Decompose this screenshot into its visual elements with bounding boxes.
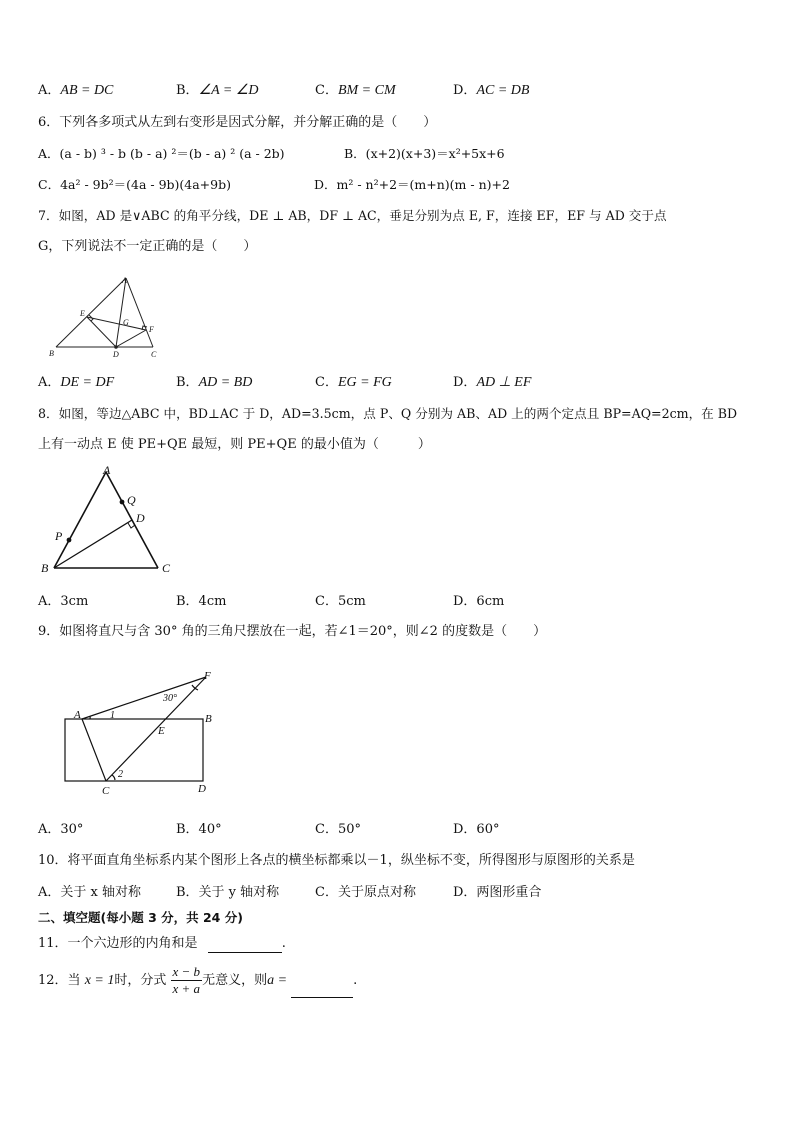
q6-stem: 6．下列各多项式从左到右变形是因式分解，并分解正确的是（ ） <box>38 115 437 130</box>
q12-condition: x = 1 <box>84 973 115 988</box>
q11-answer-blank[interactable] <box>208 938 282 953</box>
q9-triangle-side-fc <box>106 677 206 781</box>
q7-label-d: D <box>113 350 119 359</box>
q9-option-d: D．60° <box>453 822 500 837</box>
q12-fraction-numerator: x − b <box>172 964 201 979</box>
q7-option-c: C．EG = FG <box>315 375 392 390</box>
q7-stem-line1: 7．如图，AD 是∨ABC 的角平分线，DE ⊥ AB，DF ⊥ AC，垂足分别为点 E, F，连接 EF，EF 与 AD 交于点 <box>38 208 667 223</box>
q9-angle-2-arc <box>112 775 115 780</box>
q8-label-a: A <box>103 463 111 477</box>
q8-stem-line1: 8．如图，等边△ABC 中，BD⊥AC 于 D，AD=3.5cm，点 P、Q 分别为 AB、AD 上的两个定点且 BP=AQ=2cm，在 BD <box>38 406 738 421</box>
q9-label-d: D <box>198 783 206 795</box>
q8-figure <box>36 462 186 580</box>
q7-option-c-math: EG = FG <box>337 375 392 390</box>
q9-figure <box>60 664 220 798</box>
q12-variable: a = <box>267 973 288 988</box>
q8-label-p: P <box>55 529 63 543</box>
q7-segment-ad <box>116 278 126 347</box>
q10-option-c: C．关于原点对称 <box>315 885 416 900</box>
q8-side-ab <box>54 472 106 568</box>
q7-option-d: D．AD ⊥ EF <box>453 375 532 390</box>
q7-option-b-math: AD = BD <box>198 375 253 390</box>
q5-option-a-math: AB = DC <box>60 83 114 98</box>
q7-option-b: B．AD = BD <box>176 375 253 390</box>
q12-end: . <box>353 973 358 988</box>
q9-label-angle-2: 2 <box>118 769 123 780</box>
q8-point-p <box>67 538 72 543</box>
q9-label-angle-1: 1 <box>110 710 115 721</box>
q5-option-c: C．BM = CM <box>315 83 396 98</box>
q12-suffix: 无意义，则 <box>202 973 268 988</box>
q9-triangle-side-af <box>82 677 206 719</box>
q10-option-a: A．关于 x 轴对称 <box>38 885 141 900</box>
q9-label-b: B <box>205 713 212 725</box>
q12-answer-blank[interactable] <box>291 983 353 998</box>
q7-option-d-math: AD ⊥ EF <box>476 375 532 390</box>
q8-label-q: Q <box>127 493 136 507</box>
q7-side-ac <box>126 278 153 347</box>
q12-mid: 时，分式 <box>114 973 167 988</box>
q8-option-a: A．3cm <box>38 594 89 609</box>
q7-side-ab <box>56 278 126 347</box>
q8-segment-bd <box>54 520 132 568</box>
q7-label-c: C <box>151 350 157 359</box>
q9-stem: 9．如图将直尺与含 30° 角的三角尺摆放在一起，若∠1＝20°，则∠2 的度数是（ ） <box>38 624 547 639</box>
section-2-title: 二、填空题(每小题 3 分，共 24 分) <box>38 910 243 925</box>
q8-stem-line2: 上有一动点 E 使 PE+QE 最短，则 PE+QE 的最小值为（ ） <box>38 437 431 452</box>
q5-option-c-math: BM = CM <box>337 83 396 98</box>
q7-option-a: A．DE = DF <box>38 375 115 390</box>
q11-end: . <box>281 936 286 951</box>
q6-option-b: B．(x+2)(x+3)＝x²+5x+6 <box>344 146 505 161</box>
q7-segment-de <box>87 317 116 347</box>
q6-option-a: A．(a - b) ³ - b (b - a) ²＝(b - a) ² (a - 2b) <box>38 146 285 161</box>
q9-label-c: C <box>102 785 110 797</box>
q9-label-30deg: 30° <box>163 693 177 704</box>
q9-option-a: A．30° <box>38 822 84 837</box>
q12-prefix: 12．当 <box>38 973 81 988</box>
q5-option-b: B．∠A = ∠D <box>176 83 259 98</box>
q8-label-d: D <box>136 511 145 525</box>
q12-fraction-denominator: x + a <box>172 981 201 996</box>
q11-stem: 11．一个六边形的内角和是 <box>38 936 198 951</box>
q12-line <box>38 964 357 998</box>
q7-label-g: G <box>123 318 129 327</box>
q8-option-c: C．5cm <box>315 594 366 609</box>
q7-stem-line2: G，下列说法不一定正确的是（ ） <box>38 239 257 254</box>
q8-point-q <box>120 500 125 505</box>
q10-option-b: B．关于 y 轴对称 <box>176 885 280 900</box>
q5-option-d-math: AC = DB <box>476 83 530 98</box>
q9-label-a: A <box>74 709 81 721</box>
q9-triangle-side-ac <box>82 719 106 781</box>
q7-figure <box>40 272 170 362</box>
q9-option-b: B．40° <box>176 822 222 837</box>
q8-option-d: D．6cm <box>453 594 505 609</box>
q6-option-d: D．m² - n²+2＝(m+n)(m - n)+2 <box>314 177 510 192</box>
q7-label-e: E <box>80 309 85 318</box>
q11-line <box>38 935 286 953</box>
q8-label-c: C <box>162 561 171 575</box>
q5-option-b-math: ∠A = ∠D <box>198 83 259 98</box>
q9-label-f: F <box>204 670 211 682</box>
q5-option-a: A．AB = DC <box>38 83 114 98</box>
q10-stem: 10．将平面直角坐标系内某个图形上各点的横坐标都乘以－1，纵坐标不变，所得图形与原图形的关系是 <box>38 853 635 868</box>
q7-segment-ef <box>87 317 146 330</box>
q8-label-b: B <box>41 561 49 575</box>
q9-label-e: E <box>158 725 165 737</box>
q12-fraction <box>171 964 203 997</box>
q10-option-d: D．两图形重合 <box>453 885 542 900</box>
q9-option-c: C．50° <box>315 822 361 837</box>
q8-option-b: B．4cm <box>176 594 227 609</box>
q7-option-a-math: DE = DF <box>60 375 115 390</box>
q7-point-d <box>114 345 118 349</box>
q7-label-f: F <box>149 325 154 334</box>
q7-label-b: B <box>49 349 54 358</box>
q6-option-c: C．4a² - 9b²＝(4a - 9b)(4a+9b) <box>38 177 231 192</box>
q7-label-a: A <box>122 276 127 285</box>
q5-option-d: D．AC = DB <box>453 83 530 98</box>
q7-segment-df <box>116 330 146 347</box>
